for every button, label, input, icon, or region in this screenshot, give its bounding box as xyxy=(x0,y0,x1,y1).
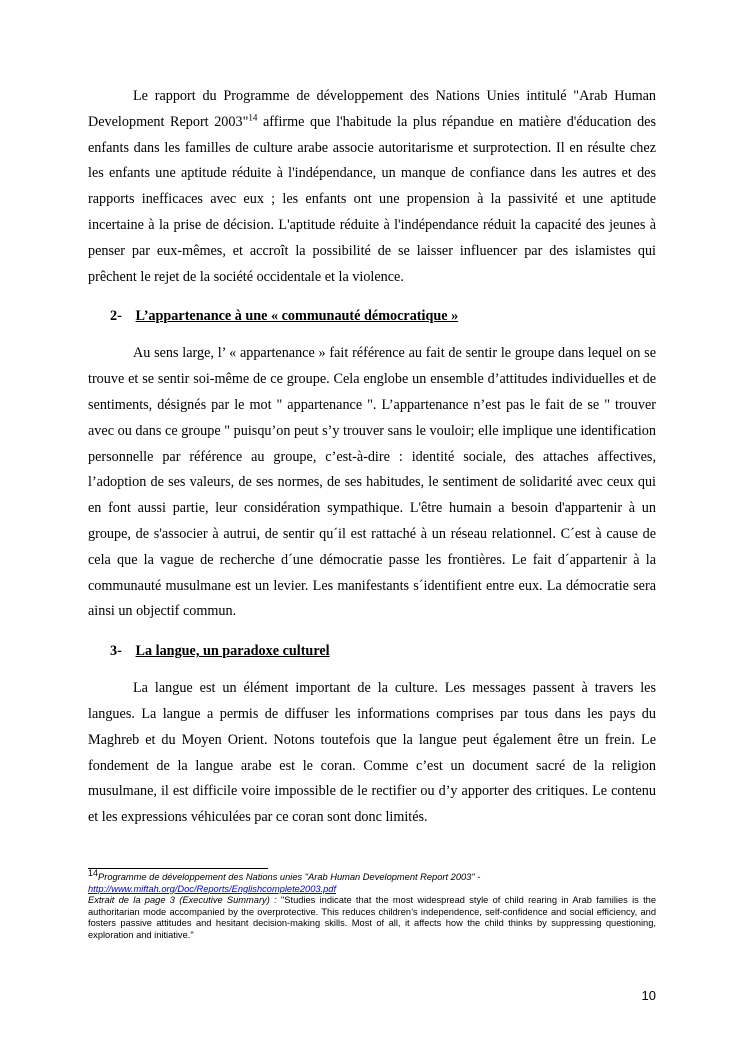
footnote-area xyxy=(88,868,656,942)
footnote-source: Programme de développement des Nations unies "Arab Human Development Report 2003" - xyxy=(98,872,481,882)
footnote-separator xyxy=(88,868,268,869)
section-title: L’appartenance à une « communauté démocratique » xyxy=(135,308,459,325)
section-number: 2- xyxy=(110,308,122,325)
footnote-link[interactable]: http://www.miftah.org/Doc/Reports/Englishcomplete2003.pdf xyxy=(88,883,337,894)
page-number: 10 xyxy=(641,988,656,1003)
section-number: 3- xyxy=(110,643,122,660)
footnote-reference[interactable]: 14 xyxy=(248,112,258,123)
section-heading-2 xyxy=(110,306,656,326)
footnote-14 xyxy=(88,867,656,942)
section-title: La langue, un paradoxe culturel xyxy=(135,643,330,660)
paragraph-appartenance: Au sens large, l’ « appartenance » fait référence au fait de sentir le groupe dans lequel on se trouve et se sentir soi-même de ce groupe. Cela englobe un ensemble d’attitudes individuelles et de sentiments, désignés par le mot " appartenance ". L’appartenance n’est pas le fait de se " trouver avec ou dans ce groupe " puisqu’on peut s’y trouver sans le vouloir; elle implique une identification personnelle par référence au groupe, c’est-à-dire : identité sociale, des attaches affectives, l’adoption de ses valeurs, de ses normes, de ses habitudes, le sentiment de solidarité avec ceux qui en font aussi partie, leur considération sympathique. L'être humain a besoin d'appartenir à un groupe, de s'associer à autrui, de sentir qu´il est rattaché à un réseau relationnel. C´est à cause de cela que la vague de recherche d´une démocratie passe les frontières. Le fait d´appartenir à la communauté musulmane est un levier. Les manifestants s´identifient entre eux. La démocratie sera ainsi un objectif commun. xyxy=(88,345,656,620)
section-heading-3 xyxy=(110,641,656,661)
paragraph-text: affirme que l'habitude la plus répandue en matière d'éducation des enfants dans les familles de culture arabe associe autoritarisme et surprotection. Il en résulte chez les enfants une aptitude réduite à l'indépendance, un manque de confiance dans les autres et des rapports inefficaces avec eux ; les enfants ont une propension à la passivité et une aptitude incertaine à la prise de décision. L'aptitude réduite à l'indépendance réduit la capacité des jeunes à penser par eux-mêmes, et accroît la possibilité de se laisser influencer par des islamistes qui prêchent le rejet de la société occidentale et la violence. xyxy=(88,113,656,285)
paragraph-arab-human-development xyxy=(88,84,656,290)
body-text xyxy=(88,84,656,831)
paragraph-langue: La langue est un élément important de la culture. Les messages passent à travers les langues. La langue a permis de diffuser les informations comprises par tous dans les pays du Maghreb et du Moyen Orient. Notons toutefois que la langue peut également être un frein. Le fondement de la langue arabe est le coran. Comme c’est un document sacré de la religion musulmane, il est difficile voire impossible de le rectifier ou d’y apporter des critiques. Le contenu et les expressions véhiculées par ce coran sont donc limités. xyxy=(88,680,656,826)
footnote-extract-label: Extrait de la page 3 (Executive Summary) : xyxy=(88,895,277,906)
footnote-marker: 14 xyxy=(88,867,99,878)
paragraph-text: Le rapport du Programme de développement des Nations Unies intitulé "Arab Human Development Report 2003" xyxy=(88,88,656,130)
footnote-extract-text: "Studies indicate that the most widespread style of child rearing in Arab families is the authoritarian mode accompanied by the overprotective. This reduces children’s independence, self-confidence and social efficiency, and fosters passive attitudes and hesitant decision-making skills. Most of all, it affects how the child thinks by suppressing questioning, exploration and initiative." xyxy=(88,895,656,940)
